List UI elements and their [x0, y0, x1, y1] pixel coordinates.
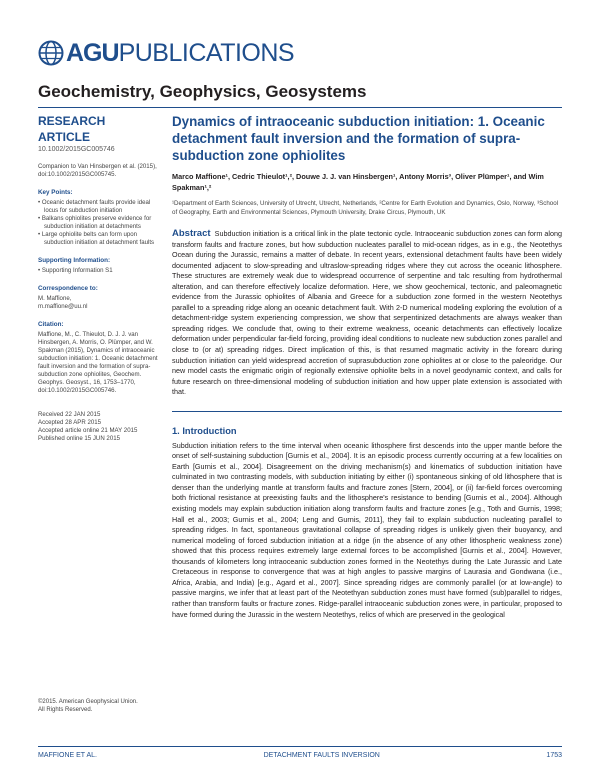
publisher-publications: PUBLICATIONS	[118, 38, 295, 67]
key-points-heading: Key Points:	[38, 189, 73, 196]
authors: Marco Maffione¹, Cedric Thieulot¹,², Douwe J. J. van Hinsbergen¹, Antony Morris³, Oliver Plümper¹, and Wim Spakman¹,²	[172, 172, 544, 192]
sidebar	[38, 113, 160, 443]
header-divider	[38, 107, 562, 108]
citation-text: Maffione, M., C. Thieulot, D. J. J. van Hinsbergen, A. Morris, O. Plümper, and W. Spakman (2015), Dynamics of intraoceanic subduction initiation: 1. Oceanic detachment fault inversion and the formation of supra-subduction zone ophiolites, Geochem. Geophys. Geosyst., 16, 1753–1770, doi:10.1002/2015GC005746.	[38, 331, 158, 394]
correspondence-heading: Correspondence to:	[38, 285, 98, 292]
date-accepted: Accepted 28 APR 2015	[38, 419, 102, 426]
doi[interactable]: 10.1002/2015GC005746	[38, 146, 115, 153]
affiliations: ¹Department of Earth Sciences, University of Utrecht, Utrecht, Netherlands, ²Centre for Earth Evolution and Dynamics, Oslo, Norway, ³School of Geography, Earth and Environmental Sciences, Plymouth University, Drake Circus, Plymouth, UK	[172, 200, 559, 216]
globe-icon	[38, 40, 64, 66]
copyright-rights: All Rights Reserved.	[38, 707, 93, 713]
publisher-agu: AGU	[66, 38, 119, 67]
footer-authors: MAFFIONE ET AL.	[38, 752, 97, 759]
article-main	[172, 113, 562, 620]
page-footer	[38, 752, 562, 759]
abstract-text: Subduction initiation is a critical link in the plate tectonic cycle. Intraoceanic subduction zones can form along transform faults and fracture zones, but how subduction nucleates parallel to mid-ocean ridges, as in e.g., the Neotethys Ocean during the Jurassic, remains a matter of debate. In recent years, extensional detachment faults have been widely documented adjacent to slow-spreading and ultraslow-spreading ridges where they cut across the oceanic lithosphere. These structures are extremely weak due to widespread occurrence of serpentine and talc resulting from hydrothermal alteration, and can therefore effectively localize deformation. Here, we show geochemical, tectonic, and paleomagnetic evidence from the Jurassic ophiolites of Albania and Greece for a subduction zone formed in the western Neotethys parallel to a spreading ridge along an oceanic detachment fault. With 2-D numerical modeling exploring the evolution of a detachment-ridge system experiencing compression, we show that serpentinized detachments are always weaker than spreading ridges. We conclude that, owing to their extreme weakness, oceanic detachments can effectively localize deformation under perpendicular far-field forcing, providing ideal conditions to nucleate new subduction zones parallel and close to (or at) spreading ridges. Direct implication of this, is that resumed magmatic activity in the forearc during subduction initiation can yield widespread accretion of suprasubduction zone ophiolites at or close to the paleoridge. Our new model casts the enigmatic origin of regionally extensive ophiolite belts in a novel geodynamic context, and calls for future research on three-dimensional modeling of subduction initiation and how upper plate extension is associated with that.	[172, 229, 562, 397]
article-type: RESEARCH ARTICLE	[38, 114, 106, 144]
supporting-heading: Supporting Information:	[38, 257, 111, 264]
section-divider	[172, 411, 562, 412]
intro-heading: 1. Introduction	[172, 425, 237, 436]
key-point: • Large ophiolite belts can form upon subduction initiation at detachment faults	[38, 231, 155, 246]
abstract	[172, 229, 562, 398]
abstract-heading: Abstract	[172, 228, 211, 239]
footer-running-title: DETACHMENT FAULTS INVERSION	[263, 752, 380, 759]
companion-note: Companion to Van Hinsbergen et al. (2015), doi:10.1002/2015GC005745.	[38, 163, 157, 178]
date-published: Published online 15 JUN 2015	[38, 435, 120, 442]
journal-title: Geochemistry, Geophysics, Geosystems	[38, 82, 367, 101]
date-online: Accepted article online 21 MAY 2015	[38, 427, 138, 434]
supporting-info-link[interactable]: • Supporting Information S1	[38, 267, 113, 274]
footer-divider	[38, 746, 562, 747]
correspondence-name: M. Maffione,	[38, 295, 72, 302]
key-point: • Balkans ophiolites preserve evidence for subduction initiation at detachments	[38, 215, 152, 230]
intro-text: Subduction initiation refers to the time interval when oceanic lithosphere first descends into the upper mantle before the onset of self-sustaining subduction [Gurnis et al., 2004]. It is an episodic process currently occurring at a few localities on Earth [Gurnis et al., 2004]. Disagreement on the driving mechanism(s) and kinematics of subduction initiation have culminated in two contrasting models, with subduction initiating by either (i) spontaneous sinking of old lithosphere that is denser than the underlying mantle at transform faults and fracture zones [Stern, 2004], or (ii) far-field forces overcoming both frictional resistance at preexisting faults and the lithosphere's resistance to bending [Gurnis et al., 2004]. Although existing models may explain subduction initiation along transform faults and fracture zones [e.g., Toth and Gurnis, 1998; Hall et al., 2003; Gurnis et al., 2004; Leng and Gurnis, 2011], they fail to explain subduction nucleating parallel to spreading ridges. In fact, spontaneous gravitational collapse of spreading ridges is unlikely given their buoyancy, and numerical modeling of forced subduction initiation at a ridge (in the absence of any other lithospheric weakness zone) showed that this process requires extremely large external forces to be accomplished [Gurnis et al., 2004]. However, thousands of kilometers long intraoceanic subduction zones formed in the Neotethys during the Late Jurassic and Late Cretaceous in response to convergence that was at high angles to passive margins of Laurasia and Gondwana (i.e., Africa, Arabia, and India) [e.g., Agard et al., 2007]. Since spreading ridges are commonly parallel (or at low-angle) to passive margins, we infer that at least part of the Neotethyan subduction zones must have formed (sub)parallel to ridges, rather than transform faults or fracture zones. Ridge-parallel intraoceanic subduction zones were, in particular, proposed to have formed during the Jurassic in the western Neotethys, relics of which are preserved in the geological	[172, 440, 562, 619]
article-title: Dynamics of intraoceanic subduction initiation: 1. Oceanic detachment fault inversion and the formation of supra-subduction zone ophiolites	[172, 114, 545, 163]
correspondence-email[interactable]: m.maffione@uu.nl	[38, 303, 88, 310]
citation-heading: Citation:	[38, 321, 64, 328]
publisher-logo	[38, 38, 294, 68]
key-point: • Oceanic detachment faults provide ideal locus for subduction initiation	[38, 199, 151, 214]
date-received: Received 22 JAN 2015	[38, 411, 101, 418]
copyright	[38, 698, 160, 714]
copyright-line: ©2015. American Geophysical Union.	[38, 699, 138, 705]
article-dates	[38, 411, 160, 443]
page-number: 1753	[546, 752, 562, 759]
